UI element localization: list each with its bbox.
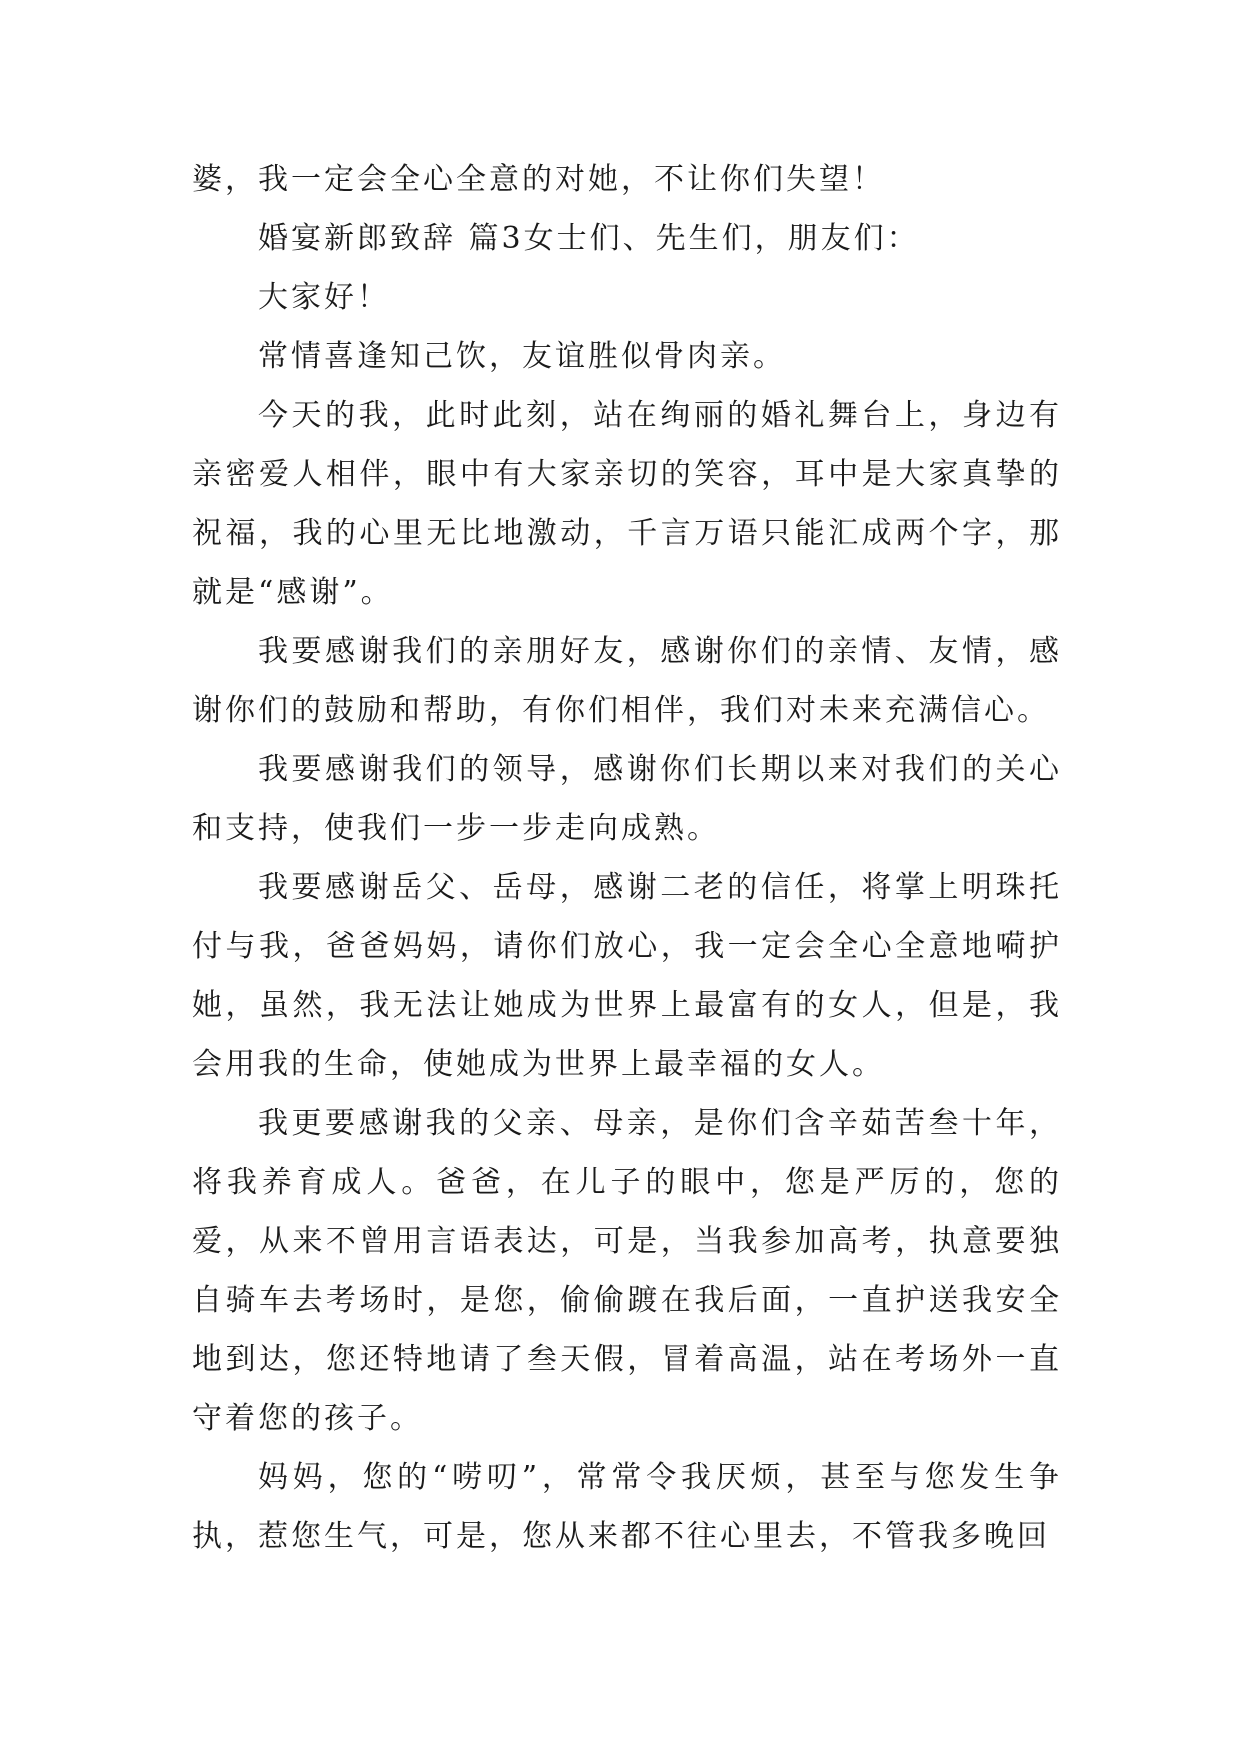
paragraph: 我要感谢我们的领导，感谢你们长期以来对我们的关心和支持，使我们一步一步走向成熟。 (192, 752, 1062, 846)
paragraph: 常情喜逢知己饮，友谊胜似骨肉亲。 (258, 339, 786, 374)
paragraph: 我更要感谢我的父亲、母亲，是你们含辛茹苦叁十年，将我养育成人。爸爸，在儿子的眼中，您是严厉的，您的爱，从来不曾用言语表达，可是，当我参加高考，执意要独自骑车去考场时，是您，偷偷踱在我后面，一直护送我安全地到达，您还特地请了叁天假，冒着高温，站在考场外一直守着您的孩子。 (192, 1106, 1062, 1436)
paragraph: 婚宴新郎致辞 篇3女士们、先生们，朋友们： (258, 221, 920, 256)
paragraph: 我要感谢岳父、岳母，感谢二老的信任，将掌上明珠托付与我，爸爸妈妈，请你们放心，我一定会全心全意地嗬护她，虽然，我无法让她成为世界上最富有的女人，但是，我会用我的生命，使她成为世界上最幸福的女人。 (192, 870, 1062, 1082)
paragraph: 妈妈，您的“唠叨”，常常令我厌烦，甚至与您发生争执，惹您生气，可是，您从来都不往心里去，不管我多晚回 (192, 1460, 1062, 1554)
paragraph: 婆，我一定会全心全意的对她，不让你们失望！ (192, 162, 885, 197)
paragraph: 我要感谢我们的亲朋好友，感谢你们的亲情、友情，感谢你们的鼓励和帮助，有你们相伴，我们对未来充满信心。 (192, 634, 1062, 728)
document-page (192, 150, 1062, 1566)
paragraph: 大家好！ (258, 280, 390, 315)
paragraph: 今天的我，此时此刻，站在绚丽的婚礼舞台上，身边有亲密爱人相伴，眼中有大家亲切的笑容，耳中是大家真挚的祝福，我的心里无比地激动，千言万语只能汇成两个字，那就是“感谢”。 (192, 398, 1062, 610)
